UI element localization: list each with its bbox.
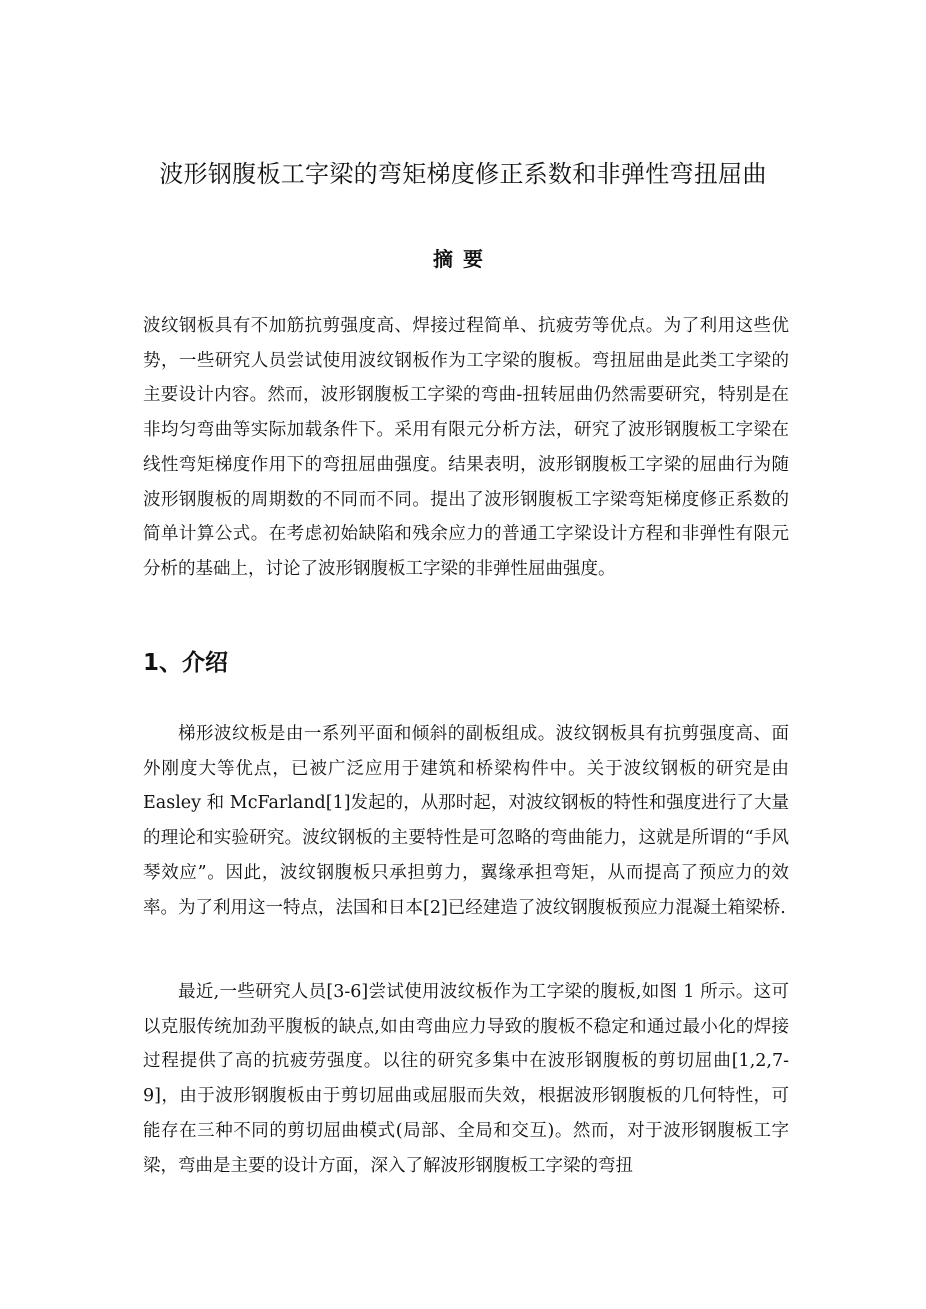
introduction-paragraph-1: 梯形波纹板是由一系列平面和倾斜的副板组成。波纹钢板具有抗剪强度高、面外刚度大等优点，已被广泛应用于建筑和桥梁构件中。关于波纹钢板的研究是由 Easley 和 McFarland[1]发起的，从那时起，对波纹钢板的特性和强度进行了大量的理论和实验研究。波纹钢板的主要特性是可忽略的弯曲能力，这就是所谓的“手风琴效应”。因此，波纹钢腹板只承担剪力，翼缘承担弯矩，从而提高了预应力的效率。为了利用这一特点，法国和日本[2]已经建造了波纹钢腹板预应力混凝土箱梁桥. [143,724,789,918]
abstract-heading: 摘要 [433,247,493,271]
abstract-body: 波纹钢板具有不加筋抗剪强度高、焊接过程简单、抗疲劳等优点。为了利用这些优势，一些研究人员尝试使用波纹钢板作为工字梁的腹板。弯扭屈曲是此类工字梁的主要设计内容。然而，波形钢腹板工字梁的弯曲-扭转屈曲仍然需要研究，特别是在非均匀弯曲等实际加载条件下。采用有限元分析方法，研究了波形钢腹板工字梁在线性弯矩梯度作用下的弯扭屈曲强度。结果表明，波形钢腹板工字梁的屈曲行为随波形钢腹板的周期数的不同而不同。提出了波形钢腹板工字梁弯矩梯度修正系数的简单计算公式。在考虑初始缺陷和残余应力的普通工字梁设计方程和非弹性有限元分析的基础上，讨论了波形钢腹板工字梁的非弹性屈曲强度。 [143,316,789,579]
section-heading-introduction: 1、介绍 [143,650,229,676]
paper-title: 波形钢腹板工字梁的弯矩梯度修正系数和非弹性弯扭屈曲 [159,160,767,188]
introduction-paragraph-2: 最近,一些研究人员[3-6]尝试使用波纹板作为工字梁的腹板,如图 1 所示。这可以克服传统加劲平腹板的缺点,如由弯曲应力导致的腹板不稳定和通过最小化的焊接过程提供了高的抗疲劳强度。以往的研究多集中在波形钢腹板的剪切屈曲[1,2,7-9]，由于波形钢腹板由于剪切屈曲或屈服而失效，根据波形钢腹板的几何特性，可能存在三种不同的剪切屈曲模式(局部、全局和交互)。然而，对于波形钢腹板工字梁，弯曲是主要的设计方面，深入了解波形钢腹板工字梁的弯扭 [143,982,789,1176]
